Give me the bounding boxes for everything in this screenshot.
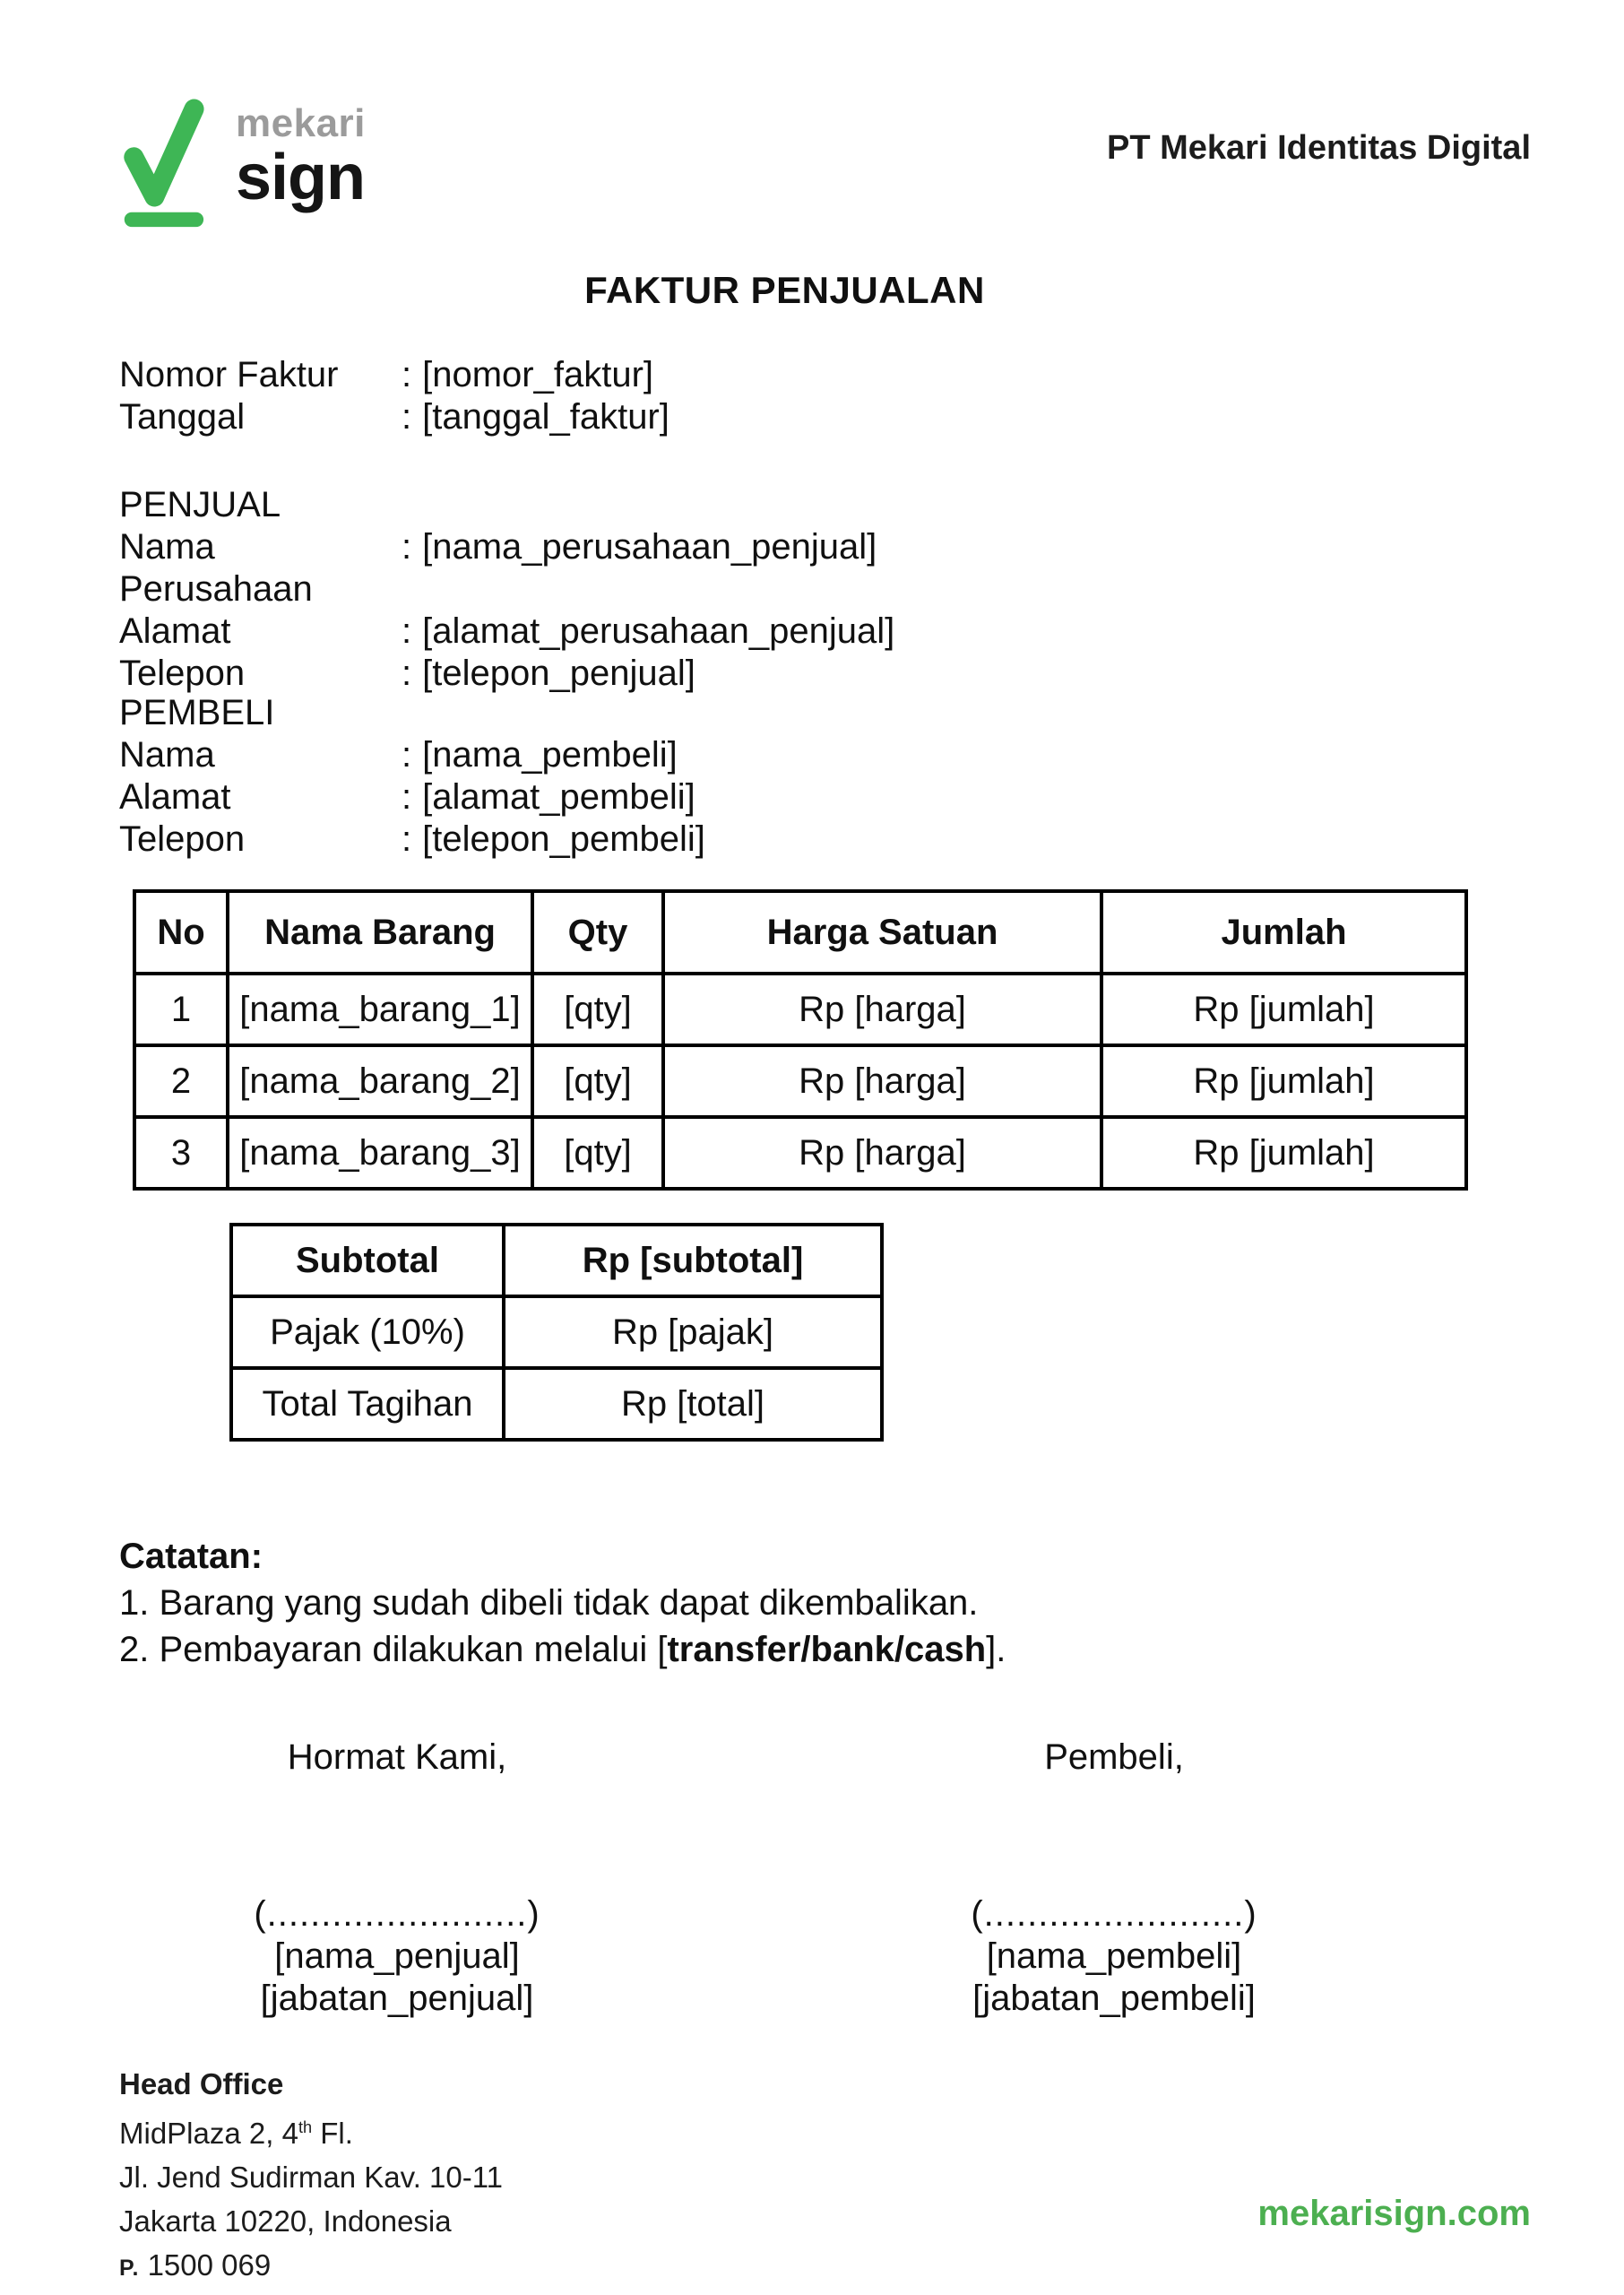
colon-separator: : (402, 654, 412, 693)
checkmark-icon (119, 97, 205, 236)
items-table (133, 889, 1468, 1191)
footer-phone-label: P. (119, 2256, 140, 2281)
item-no: 3 (134, 1117, 228, 1189)
totals-label: Subtotal (231, 1225, 504, 1296)
buyer-heading: PEMBELI (119, 693, 275, 732)
buyer-label: Nama (119, 735, 215, 775)
table-row (134, 974, 1466, 1045)
seller-value: [alamat_perusahaan_penjual] (422, 611, 895, 651)
logo-wordmark-mekari: mekari (236, 101, 366, 145)
footer-address-line-1-text: MidPlaza 2, 4 (119, 2117, 298, 2150)
meta-row-nomor-faktur (119, 354, 1531, 396)
signature-name-buyer: [nama_pembeli] (986, 1936, 1242, 1976)
mekari-sign-logo (119, 97, 366, 236)
seller-heading: PENJUAL (119, 485, 281, 524)
totals-row-total-tagihan (231, 1368, 882, 1440)
meta-label: Tanggal (119, 397, 246, 437)
item-qty: [qty] (532, 1045, 663, 1117)
item-qty: [qty] (532, 1117, 663, 1189)
totals-value: Rp [pajak] (504, 1296, 882, 1368)
seller-label: Telepon (119, 654, 246, 693)
footer-phone (119, 2243, 503, 2291)
seller-row-telepon (119, 653, 1531, 695)
item-harga: Rp [harga] (663, 1117, 1101, 1189)
buyer-row-telepon (119, 818, 1531, 861)
item-harga: Rp [harga] (663, 1045, 1101, 1117)
seller-label: Alamat (119, 611, 231, 651)
totals-value: Rp [total] (504, 1368, 882, 1440)
colon-separator: : (402, 777, 412, 817)
notes-section (119, 1533, 1531, 1673)
items-header-nama-barang: Nama Barang (228, 891, 532, 974)
signature-title-buyer: Pembeli, (1044, 1737, 1184, 1777)
signature-block-seller (119, 1893, 675, 2020)
buyer-row-alamat (119, 776, 1531, 818)
meta-label: Nomor Faktur (119, 355, 339, 394)
totals-row-subtotal (231, 1225, 882, 1296)
item-jumlah: Rp [jumlah] (1101, 1117, 1466, 1189)
footer-address-line-1 (119, 2106, 503, 2155)
footer-address-line-1-sup: th (298, 2118, 313, 2136)
totals-table (229, 1223, 884, 1442)
totals-label: Pajak (10%) (231, 1296, 504, 1368)
table-row (134, 1117, 1466, 1189)
company-name: PT Mekari Identitas Digital (1107, 129, 1531, 167)
colon-separator: : (402, 735, 412, 775)
seller-value: [telepon_penjual] (422, 654, 695, 693)
item-qty: [qty] (532, 974, 663, 1045)
seller-row-alamat (119, 611, 1531, 653)
totals-value: Rp [subtotal] (504, 1225, 882, 1296)
buyer-section (119, 692, 1531, 861)
signature-line-seller: (........................) (254, 1894, 540, 1934)
footer-phone-number: 1500 069 (147, 2248, 272, 2282)
signature-block-buyer (836, 1893, 1392, 2020)
notes-heading: Catatan: (119, 1537, 263, 1576)
footer-heading: Head Office (119, 2067, 284, 2100)
colon-separator: : (402, 819, 412, 859)
signature-role-seller: [jabatan_penjual] (260, 1979, 534, 2018)
buyer-row-nama (119, 734, 1531, 776)
table-row (134, 1045, 1466, 1117)
items-header-jumlah: Jumlah (1101, 891, 1466, 974)
seller-label: Nama Perusahaan (119, 527, 313, 609)
meta-value: [nomor_faktur] (422, 355, 654, 394)
signature-role-buyer: [jabatan_pembeli] (972, 1979, 1256, 2018)
signature-title-seller: Hormat Kami, (287, 1737, 507, 1777)
document-header (119, 97, 1531, 236)
item-no: 2 (134, 1045, 228, 1117)
totals-row-pajak (231, 1296, 882, 1368)
item-nama: [nama_barang_1] (228, 974, 532, 1045)
notes-item-2-bold: transfer/bank/cash (667, 1630, 987, 1669)
invoice-meta (119, 354, 1531, 438)
item-harga: Rp [harga] (663, 974, 1101, 1045)
buyer-label: Alamat (119, 777, 231, 817)
colon-separator: : (402, 611, 412, 651)
footer-address-line-1-tail: Fl. (312, 2117, 353, 2150)
items-header-harga-satuan: Harga Satuan (663, 891, 1101, 974)
buyer-value: [nama_pembeli] (422, 735, 678, 775)
item-nama: [nama_barang_2] (228, 1045, 532, 1117)
totals-label: Total Tagihan (231, 1368, 504, 1440)
logo-wordmark (236, 97, 366, 213)
items-header-qty: Qty (532, 891, 663, 974)
meta-row-tanggal (119, 396, 1531, 438)
logo-wordmark-sign: sign (236, 142, 366, 213)
colon-separator: : (402, 527, 412, 567)
signature-name-seller: [nama_penjual] (274, 1936, 520, 1976)
notes-item-1: 1. Barang yang sudah dibeli tidak dapat dikembalikan. (119, 1583, 979, 1623)
colon-separator: : (402, 355, 412, 394)
notes-item-2-suffix: ]. (986, 1630, 1006, 1669)
seller-value: [nama_perusahaan_penjual] (422, 527, 877, 567)
seller-row-nama-perusahaan (119, 526, 1531, 611)
item-no: 1 (134, 974, 228, 1045)
item-nama: [nama_barang_3] (228, 1117, 532, 1189)
notes-item-2 (119, 1626, 1531, 1673)
signature-line-buyer: (........................) (971, 1894, 1257, 1934)
footer-address-line-2: Jl. Jend Sudirman Kav. 10-11 (119, 2161, 504, 2194)
item-jumlah: Rp [jumlah] (1101, 1045, 1466, 1117)
buyer-label: Telepon (119, 819, 246, 859)
buyer-value: [telepon_pembeli] (422, 819, 705, 859)
item-jumlah: Rp [jumlah] (1101, 974, 1466, 1045)
buyer-value: [alamat_pembeli] (422, 777, 695, 817)
meta-value: [tanggal_faktur] (422, 397, 669, 437)
footer-address-line-3: Jakarta 10220, Indonesia (119, 2204, 452, 2238)
website-link[interactable]: mekarisign.com (1257, 2194, 1531, 2233)
footer-office-info (119, 2062, 503, 2291)
items-header-row (134, 891, 1466, 974)
document-title: FAKTUR PENJUALAN (584, 269, 985, 311)
notes-item-2-prefix: 2. Pembayaran dilakukan melalui [ (119, 1630, 668, 1669)
items-header-no: No (134, 891, 228, 974)
colon-separator: : (402, 397, 412, 437)
seller-section (119, 484, 1531, 695)
